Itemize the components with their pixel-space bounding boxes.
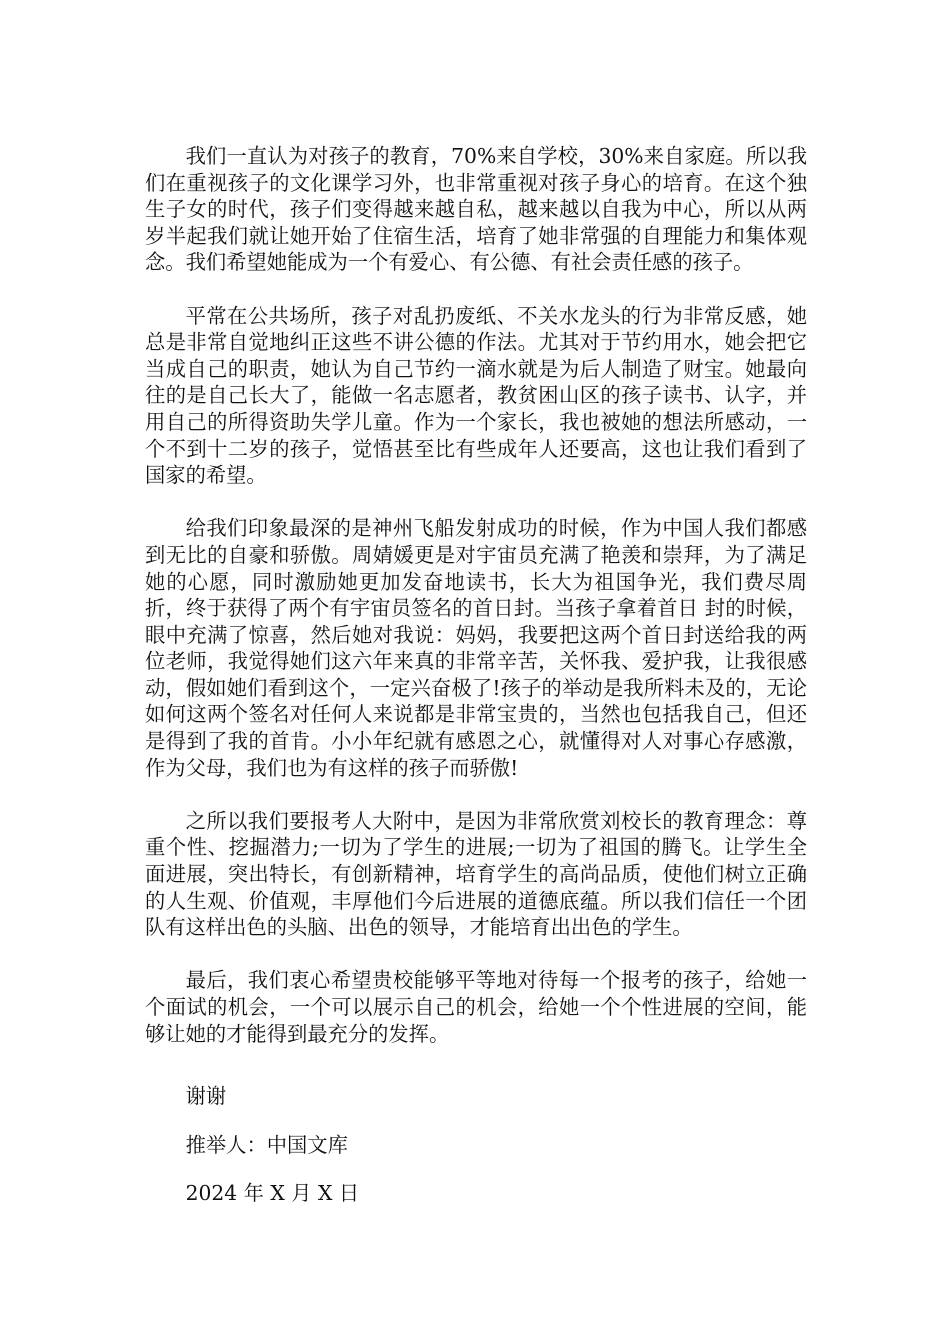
closing-thanks: 谢谢 [185, 1084, 227, 1109]
date-line: 2024 年 X 月 X 日 [185, 1181, 360, 1206]
paragraph-public-morality: 平常在公共场所，孩子对乱扔废纸、不关水龙头的行为非常反感，她总是非常自觉地纠正这些不讲公德的作法。尤其对于节约用水，她会把它当成自己的职责，她认为自己节约一滴水就是为后人制造了财宝。她最向往的是自己长大了，能做一名志愿者，教贫困山区的孩子读书、认字，并用自己的所得资助失学儿童。作为一个家长，我也被她的想法所感动，一个不到十二岁的孩子，觉悟甚至比有些成年人还要高，这也让我们看到了国家的希望。 [145, 303, 807, 488]
paragraph-final-wish: 最后，我们衷心希望贵校能够平等地对待每一个报考的孩子，给她一个面试的机会，一个可以展示自己的机会，给她一个个性进展的空间，能够让她的才能得到最充分的发挥。 [145, 968, 807, 1046]
document-page [145, 143, 807, 1207]
paragraph-first-day-cover: 给我们印象最深的是神州飞船发射成功的时候，作为中国人我们都感到无比的自豪和骄傲。周婧媛更是对宇宙员充满了艳羡和崇拜，为了满足她的心愿，同时激励她更加发奋地读书，长大为祖国争光，我们费尽周折，终于获得了两个有宇宙员签名的首日封。当孩子拿着首日 封的时候，眼中充满了惊喜，然后她对我说：妈妈，我要把这两个首日封送给我的两位老师，我觉得她们这六年来真的非常辛苦，关怀我、爱护我，让我很感动，假如她们看到这个，一定兴奋极了!孩子的举动是我所料未及的，无论如何这两个签名对任何人来说都是非常宝贵的，当然也包括我自己，但还是得到了我的首肯。小小年纪就有感恩之心，就懂得对人对事心存感激，作为父母，我们也为有这样的孩子而骄傲! [145, 516, 807, 780]
paragraph-education: 我们一直认为对孩子的教育，70%来自学校，30%来自家庭。所以我们在重视孩子的文化课学习外，也非常重视对孩子身心的培育。在这个独生子女的时代，孩子们变得越来越自私，越来越以自我为中心，所以从两岁半起我们就让她开始了住宿生活，培育了她非常强的自理能力和集体观念。我们希望她能成为一个有爱心、有公德、有社会责任感的孩子。 [145, 144, 807, 275]
paragraph-school-choice: 之所以我们要报考人大附中，是因为非常欣赏刘校长的教育理念：尊重个性、挖掘潜力;一切为了学生的进展;一切为了祖国的腾飞。让学生全面进展，突出特长，有创新精神，培育学生的高尚品质，使他们树立正确的人生观、价值观，丰厚他们今后进展的道德底蕴。所以我们信任一个团队有这样出色的头脑、出色的领导，才能培育出出色的学生。 [145, 808, 807, 940]
recommender-line: 推举人：中国文库 [185, 1132, 348, 1157]
